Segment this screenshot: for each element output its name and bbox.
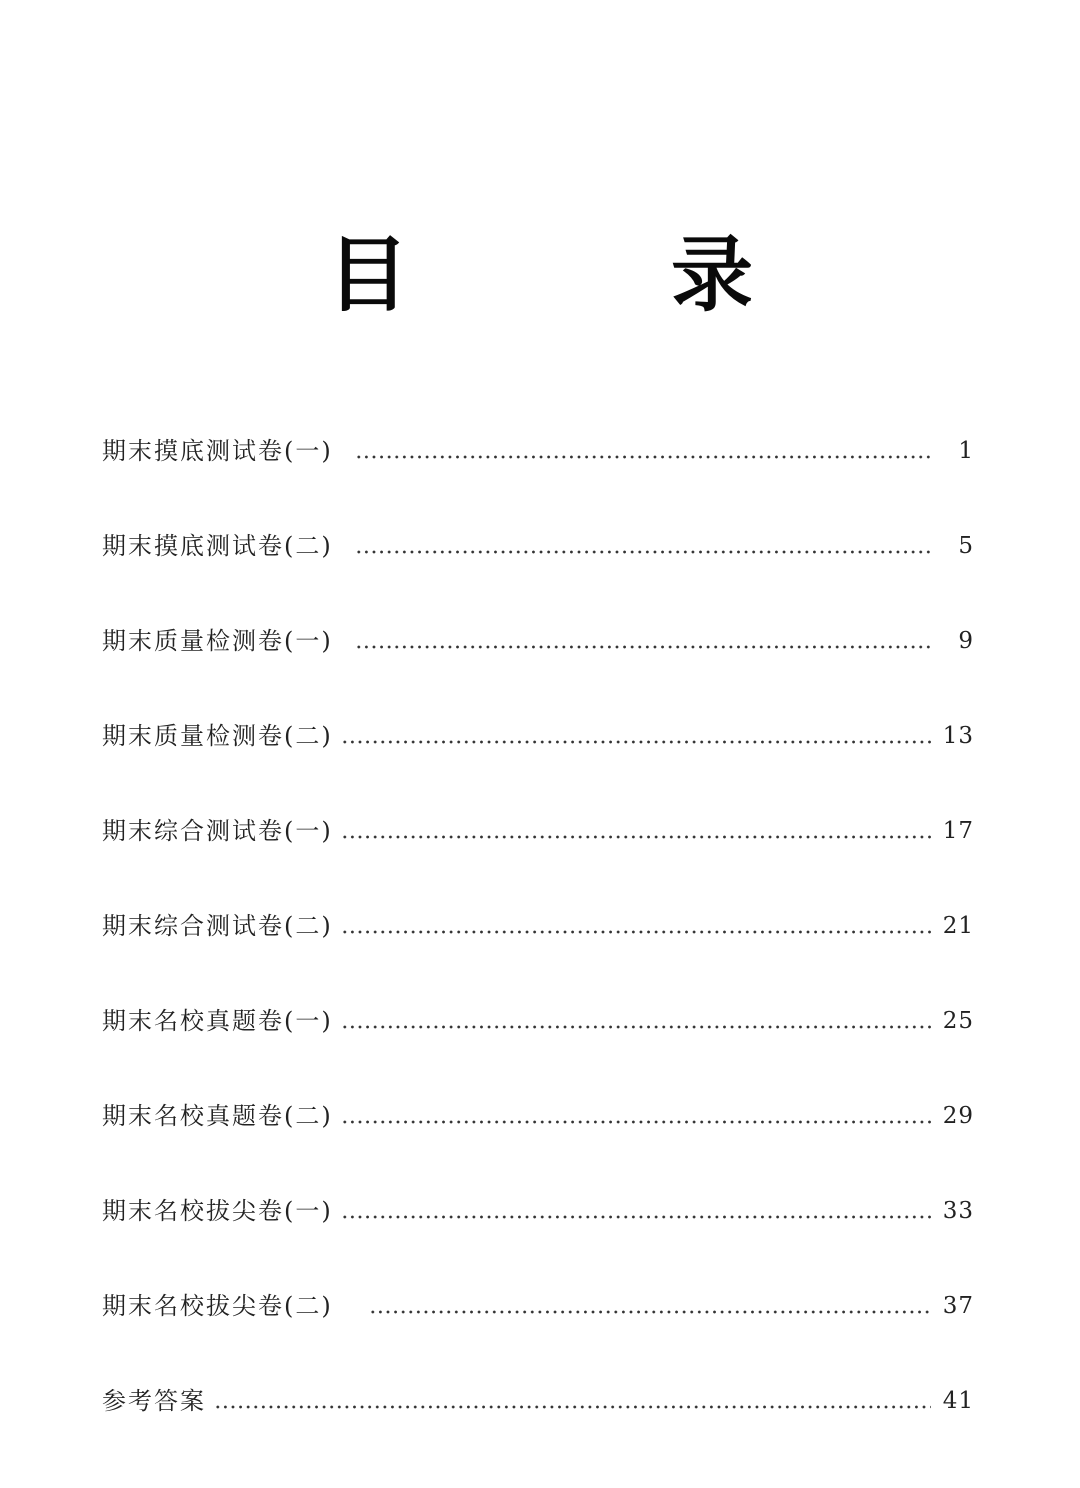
toc-page-number: 41 [942,1388,974,1414]
toc-page-number: 21 [942,913,974,939]
toc-entry[interactable] [102,952,974,1047]
dot-leader [369,1280,931,1332]
toc-entry[interactable] [102,667,974,762]
dot-leader [341,995,931,1047]
toc-page-number: 5 [958,533,974,559]
dot-leader [341,900,931,952]
toc-entry-label: 期末综合测试卷(二) [102,912,333,940]
dot-leader [341,710,931,762]
dot-leader [355,615,932,667]
dot-leader [341,1185,931,1237]
toc-entry[interactable] [102,1142,974,1237]
toc-entry-label: 期末综合测试卷(一) [102,817,333,845]
toc-page-number: 1 [958,438,974,464]
toc-entry-label: 期末名校真题卷(一) [102,1007,333,1035]
dot-leader [355,425,932,477]
toc-entry[interactable] [102,857,974,952]
toc-entry-label: 参考答案 [102,1387,206,1415]
dot-leader [341,1090,931,1142]
dot-leader [355,520,932,572]
toc-entry[interactable] [102,572,974,667]
toc-entry-label: 期末摸底测试卷(一) [102,437,333,465]
toc-entry[interactable] [102,1047,974,1142]
page-title: 目 录 [326,226,843,323]
toc-entry-label: 期末名校真题卷(二) [102,1102,333,1130]
toc-entry[interactable] [102,1237,974,1332]
toc-entry-label: 期末摸底测试卷(二) [102,532,333,560]
table-of-contents [102,382,974,1427]
toc-page-number: 13 [942,723,974,749]
toc-page-number: 25 [942,1008,974,1034]
toc-page-number: 17 [942,818,974,844]
toc-entry-label: 期末质量检测卷(一) [102,627,333,655]
toc-entry[interactable] [102,382,974,477]
toc-entry-label: 期末质量检测卷(二) [102,722,333,750]
toc-page-number: 37 [942,1293,974,1319]
toc-page-number: 9 [958,628,974,654]
toc-entry[interactable] [102,762,974,857]
dot-leader [214,1375,931,1427]
toc-page-number: 29 [942,1103,974,1129]
toc-entry[interactable] [102,477,974,572]
toc-entry[interactable] [102,1332,974,1427]
toc-entry-label: 期末名校拔尖卷(二) [102,1292,333,1320]
toc-page-number: 33 [942,1198,974,1224]
dot-leader [341,805,931,857]
toc-entry-label: 期末名校拔尖卷(一) [102,1197,333,1225]
